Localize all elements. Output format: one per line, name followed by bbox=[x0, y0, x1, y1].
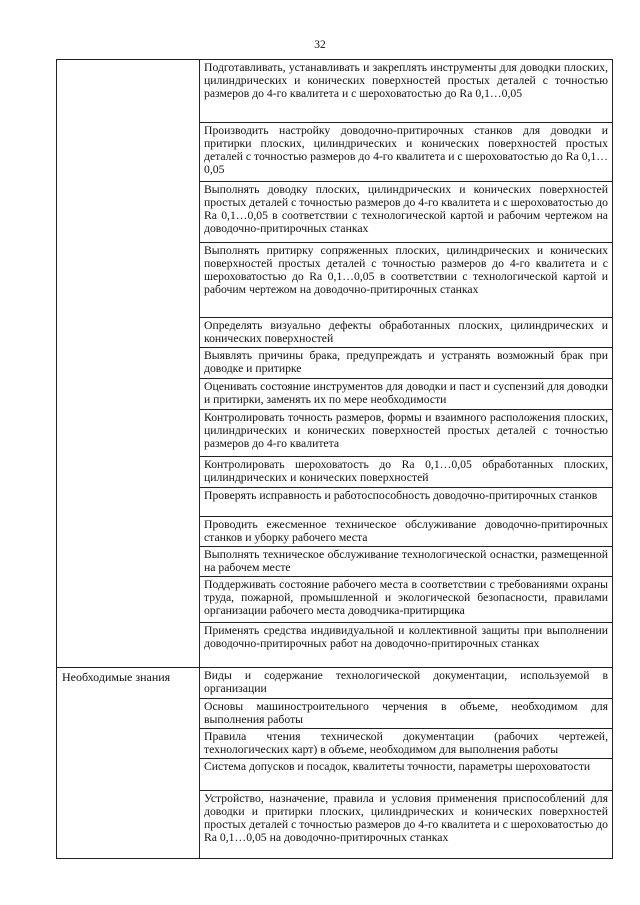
requirements-table bbox=[56, 59, 613, 859]
section-label-cell bbox=[57, 668, 200, 859]
table-row: Проводить ежесменное техническое обслуживание доводочно-притирочных станков и уборку рабочего места bbox=[200, 516, 612, 546]
table-row: Виды и содержание технологической документации, используемой в организации bbox=[204, 669, 608, 695]
section-label bbox=[57, 60, 199, 63]
section-rows-cell bbox=[200, 60, 613, 668]
table-row: Основы машиностроительного черчения в объеме, необходимом для выполнения работы bbox=[200, 698, 612, 728]
knowledge-section bbox=[57, 668, 613, 859]
table-row: Применять средства индивидуальной и коллективной защиты при выполнении доводочно-притирочных работ на доводочно-притирочных станках bbox=[200, 622, 612, 667]
table-row: Устройство, назначение, правила и условия применения приспособлений для доводки и притирки плоских, цилиндрических и конических поверхностей простых деталей с точностью размеров до 4-го квалитета и с шероховатостью до Ra 0,1…0,05 на доводочно-притирочных станках bbox=[200, 790, 612, 858]
table-row: Оценивать состояние инструментов для доводки и паст и суспензий для доводки и притирки, заменять их по мере необходимости bbox=[200, 378, 612, 409]
page-number: 32 bbox=[314, 39, 326, 51]
table-row: Производить настройку доводочно-притирочных станков для доводки и притирки плоских, цилиндрических и конических поверхностей простых деталей с точностью размеров до 4-го квалитета и с шероховатостью до Ra 0,1…0,05 bbox=[200, 122, 612, 181]
table-row: Подготавливать, устанавливать и закреплять инструменты для доводки плоских, цилиндрических и конических поверхностей простых деталей с точностью размеров до 4-го квалитета и с шероховатостью до Ra 0,1…0,05 bbox=[204, 61, 608, 100]
section-label: Необходимые знания bbox=[62, 670, 171, 684]
section-label-cell bbox=[57, 60, 200, 668]
table-row: Выполнять доводку плоских, цилиндрических и конических поверхностей простых деталей с точностью размеров до 4-го квалитета и с шероховатостью до Ra 0,1…0,05 в соответствии с технологической картой и рабочим чертежом на доводочно-притирочных станках bbox=[200, 181, 612, 242]
table-row: Проверять исправность и работоспособность доводочно-притирочных станков bbox=[200, 487, 612, 516]
table-row: Система допусков и посадок, квалитеты точности, параметры шероховатости bbox=[200, 758, 612, 790]
table-row: Определять визуально дефекты обработанных плоских, цилиндрических и конических поверхностей bbox=[200, 317, 612, 347]
table-row: Выявлять причины брака, предупреждать и устранять возможный брак при доводке и притирке bbox=[200, 347, 612, 378]
table-row: Выполнять техническое обслуживание технологической оснастки, размещенной на рабочем месте bbox=[200, 546, 612, 576]
table-row: Правила чтения технической документации (рабочих чертежей, технологических карт) в объеме, необходимом для выполнения работы bbox=[200, 728, 612, 758]
table-row: Контролировать шероховатость до Ra 0,1…0,05 обработанных плоских, цилиндрических и конических поверхностей bbox=[200, 456, 612, 487]
table-row: Контролировать точность размеров, формы и взаимного расположения плоских, цилиндрических и конических поверхностей простых деталей с точностью размеров до 4-го квалитета bbox=[200, 409, 612, 456]
skills-section bbox=[57, 60, 613, 668]
table-row: Поддерживать состояние рабочего места в соответствии с требованиями охраны труда, пожарной, промышленной и экологической безопасности, правилами организации рабочего места доводчика-притирщика bbox=[200, 576, 612, 622]
section-rows-cell bbox=[200, 668, 613, 859]
table-row: Выполнять притирку сопряженных плоских, цилиндрических и конических поверхностей простых деталей с точностью размеров до 4-го квалитета и с шероховатостью до Ra 0,1…0,05 в соответствии с технологической картой и рабочим чертежом на доводочно-притирочных станках bbox=[200, 242, 612, 317]
